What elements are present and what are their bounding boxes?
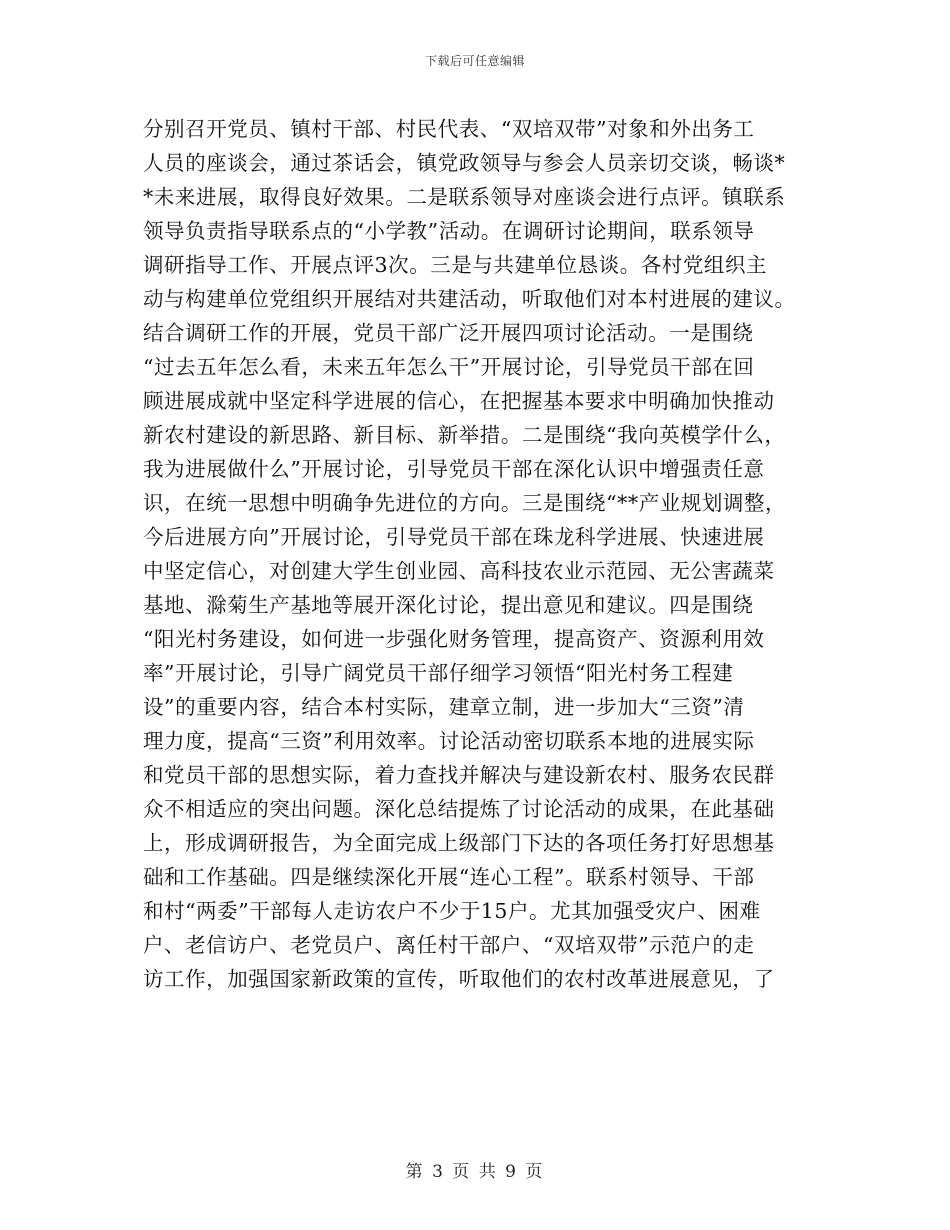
body-text <box>143 112 823 996</box>
text-line: *未来进展，取得良好效果。二是联系领导对座谈会进行点评。镇联系 <box>143 185 786 209</box>
text-line: 础和工作基础。四是继续深化开展“连心工程”。联系村领导、干部 <box>143 865 755 889</box>
text-line: 和党员干部的思想实际，着力查找并解决与建设新农村、服务农民群 <box>143 763 775 787</box>
text-line: 顾进展成就中坚定科学进展的信心，在把握基本要求中明确加快推动 <box>143 389 775 413</box>
text-line: 众不相适应的突出问题。深化总结提炼了讨论活动的成果，在此基础 <box>143 797 775 821</box>
text-line: 今后进展方向”开展讨论，引导党员干部在珠龙科学进展、快速进展 <box>143 525 765 549</box>
text-line: 和村“两委”干部每人走访农户不少于15户。尤其加强受灾户、困难 <box>143 899 761 923</box>
text-line: 上，形成调研报告，为全面完成上级部门下达的各项任务打好思想基 <box>143 831 775 855</box>
text-line: “阳光村务建设，如何进一步强化财务管理，提高资产、资源利用效 <box>143 627 765 651</box>
text-line: 人员的座谈会，通过茶话会，镇党政领导与参会人员亲切交谈，畅谈* <box>143 151 786 175</box>
text-line: 新农村建设的新思路、新目标、新举措。二是围绕“我向英模学什么， <box>143 423 786 447</box>
text-line: 访工作，加强国家新政策的宣传，听取他们的农村改革进展意见，了 <box>143 967 775 991</box>
text-line: 户、老信访户、老党员户、离任村干部户、“双培双带”示范户的走 <box>143 933 755 957</box>
text-line: 调研指导工作、开展点评3次。三是与共建单位恳谈。各村党组织主 <box>143 253 768 277</box>
page-footer: 第 3 页 共 9 页 <box>405 1162 545 1182</box>
text-line: 我为进展做什么”开展讨论，引导党员干部在深化认识中增强责任意 <box>143 457 765 481</box>
text-line: 中坚定信心，对创建大学生创业园、高科技农业示范园、无公害蔬菜 <box>143 559 775 583</box>
text-line: 设”的重要内容，结合本村实际，建章立制，进一步加大“三资”清 <box>143 695 745 719</box>
text-line: 率”开展讨论，引导广阔党员干部仔细学习领悟“阳光村务工程建 <box>143 661 734 685</box>
text-line: 分别召开党员、镇村干部、村民代表、“双培双带”对象和外出务工 <box>143 117 755 141</box>
text-line: 领导负责指导联系点的“小学教”活动。在调研讨论期间，联系领导 <box>143 219 755 243</box>
text-line: 结合调研工作的开展，党员干部广泛开展四项讨论活动。一是围绕 <box>143 321 754 345</box>
text-line: 基地、滁菊生产基地等展开深化讨论，提出意见和建议。四是围绕 <box>143 593 754 617</box>
text-line: “过去五年怎么看，未来五年怎么干”开展讨论，引导党员干部在回 <box>143 355 755 379</box>
text-line: 理力度，提高“三资”利用效率。讨论活动密切联系本地的进展实际 <box>143 729 755 753</box>
text-line: 动与构建单位党组织开展结对共建活动，听取他们对本村进展的建议。 <box>143 287 796 311</box>
page-header: 下载后可任意编辑 <box>424 54 525 68</box>
text-line: 识，在统一思想中明确争先进位的方向。三是围绕“**产业规划调整， <box>143 491 787 515</box>
